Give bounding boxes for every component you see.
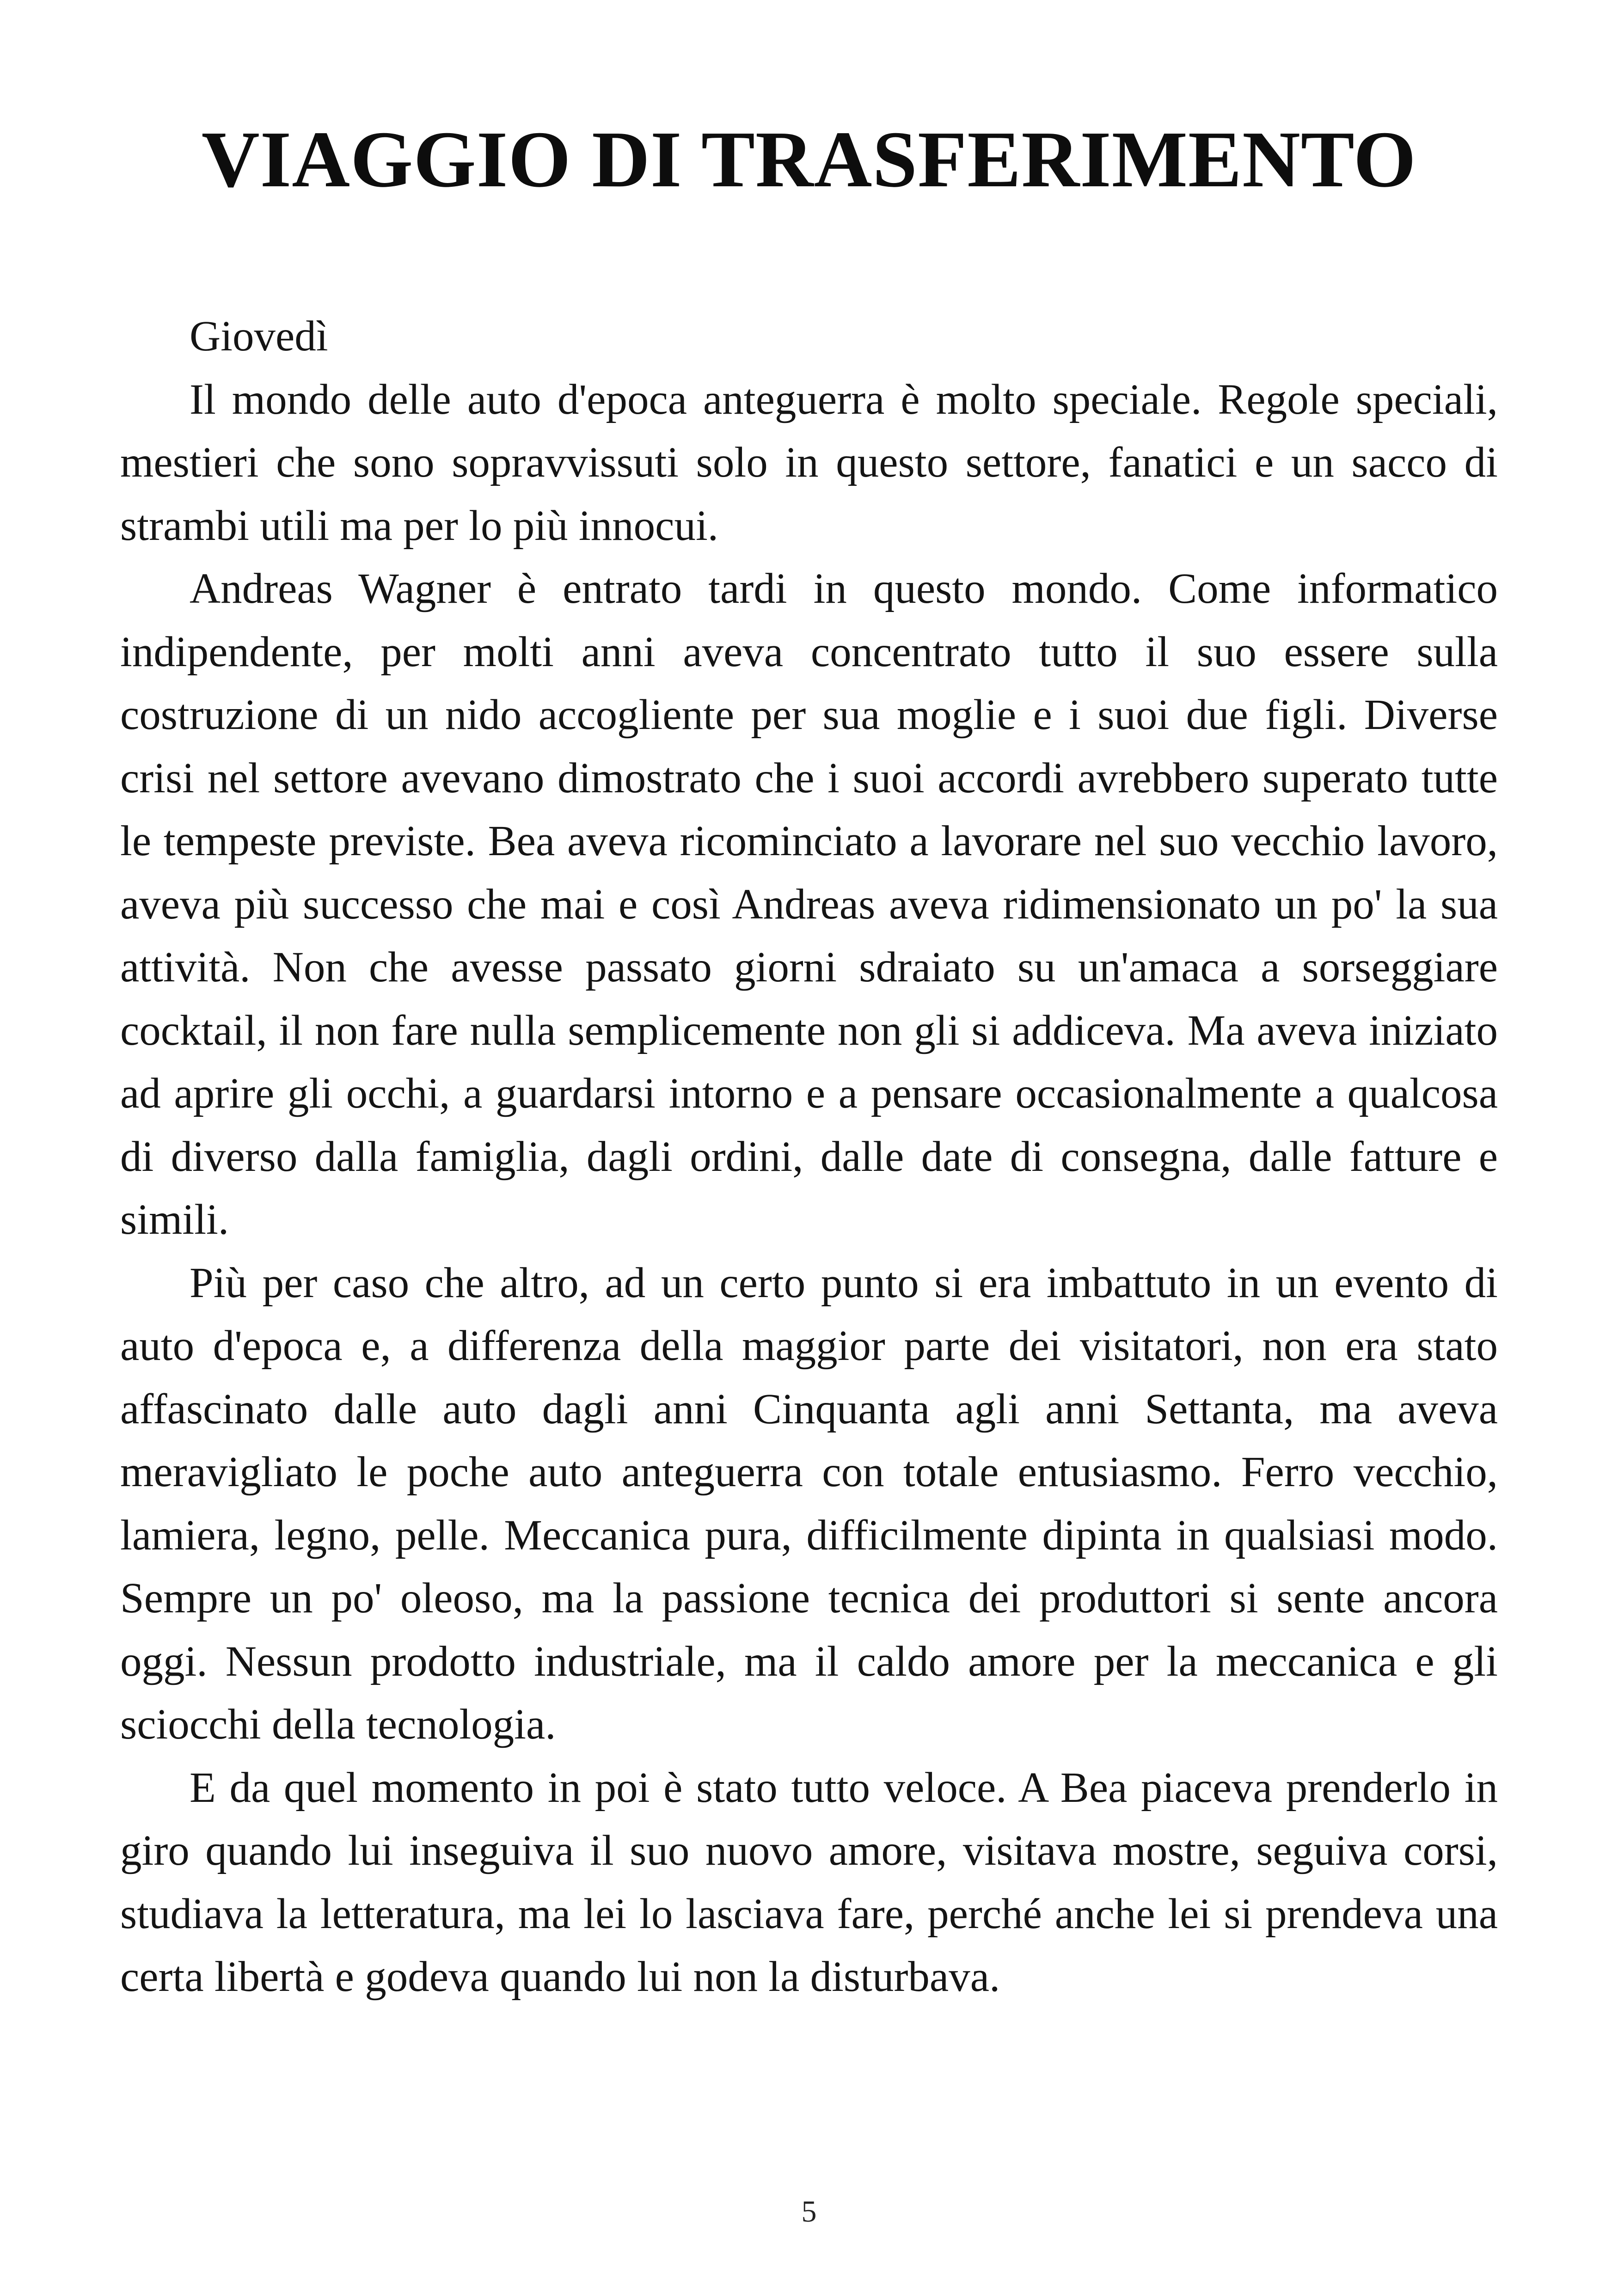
- paragraph: E da quel momento in poi è stato tutto veloce. A Bea piaceva prenderlo in giro quando lui inseguiva il suo nuovo amore, visitava mostre, seguiva corsi, studiava la letteratura, ma lei lo lasciava fare, perché anche lei si prendeva una certa libertà e godeva quando lui non la disturbava.: [120, 1763, 1498, 2001]
- chapter-title: VIAGGIO DI TRASFERIMENTO: [201, 115, 1417, 204]
- chapter-body: [120, 305, 1498, 2009]
- paragraph: Più per caso che altro, ad un certo punto si era imbattuto in un evento di auto d'epoca e, a differenza della maggior parte dei visitatori, non era stato affascinato dalle auto dagli anni Cinquanta agli anni Settanta, ma aveva meravigliato le poche auto anteguerra con totale entusiasmo. Ferro vecchio, lamiera, legno, pelle. Meccanica pura, difficilmente dipinta in qualsiasi modo. Sempre un po' oleoso, ma la passione tecnica dei produttori si sente ancora oggi. Nessun prodotto industriale, ma il caldo amore per la meccanica e gli sciocchi della tecnologia.: [120, 1259, 1498, 1748]
- paragraph-day-heading: Giovedì: [190, 312, 328, 360]
- paragraph: Andreas Wagner è entrato tardi in questo mondo. Come informatico indipendente, per molti anni aveva concentrato tutto il suo essere sulla costruzione di un nido accogliente per sua moglie e i suoi due figli. Diverse crisi nel settore avevano dimostrato che i suoi accordi avrebbero superato tutte le tempeste previste. Bea aveva ricominciato a lavorare nel suo vecchio lavoro, aveva più successo che mai e così Andreas aveva ridimensionato un po' la sua attività. Non che avesse passato giorni sdraiato su un'amaca a sorseggiare cocktail, il non fare nulla semplicemente non gli si addiceva. Ma aveva iniziato ad aprire gli occhi, a guardarsi intorno e a pensare occasionalmente a qualcosa di diverso dalla famiglia, dagli ordini, dalle date di consegna, dalle fatture e simili.: [120, 565, 1498, 1243]
- page-number: 5: [801, 2195, 817, 2229]
- paragraph: Il mondo delle auto d'epoca anteguerra è molto speciale. Regole speciali, mestieri che sono sopravvissuti solo in questo settore, fanatici e un sacco di strambi utili ma per lo più innocui.: [120, 375, 1498, 550]
